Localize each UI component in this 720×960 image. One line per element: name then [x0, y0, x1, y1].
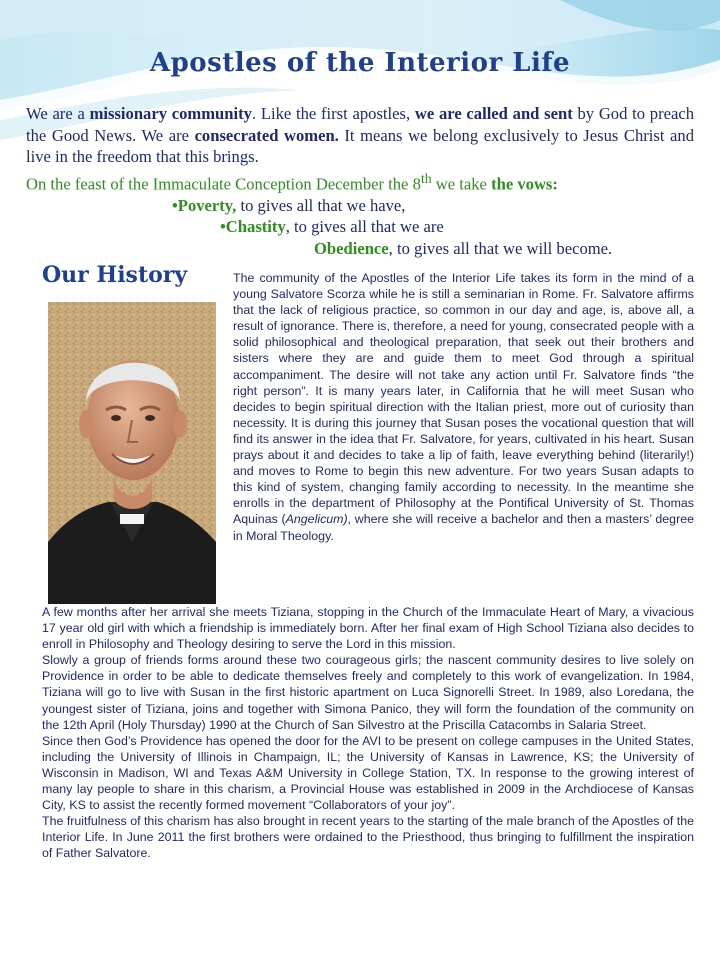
intro-text: . Like the first apostles,: [251, 104, 415, 123]
history-paragraph: A few months after her arrival she meets Tiziana, stopping in the Church of the Immaculate Heart of Mary, a vivacious 17 year old girl with which a friendship is immediately born. After her final exam of High School Tiziana also decides to enroll in Philosophy and Theology desiring to serve the Lord in this mission.: [42, 605, 694, 652]
history-text: , where she will receive a bachelor and then a masters’ degree in Moral Theology.: [233, 512, 694, 543]
history-paragraph: [233, 270, 694, 544]
intro-text: by God to preach the Good News. We are: [26, 104, 695, 145]
history-text: The community of the Apostles of the Interior Life takes its form in the mind of a young Salvatore Scorza while he is still a seminarian in Rome. Fr. Salvatore affirms that the lack of religious practice, so common in our day and age, is, above all, a result of ignorance. There is, therefore, a need for young, consecrated people with a solid philosophical and theological preparation, that seek out their brothers and sisters where they are and guide them to meet God through a spiritual accompaniment. The desire will not take any action until Fr. Salvatore finds “the right person”. It is many years later, in California that he will meet Susan who decides to begin spiritual direction with the Italian priest, more out of curiosity than necessity. It is during this journey that Susan poses the vocational question that will find its answer in the idea that Fr. Salvatore, for years, cultivated in his heart. Susan prays about it and decides to take a lip of faith, leave everything behind (literarily!) and moves to Rome to begin this new adventure. For two years Susan adapts to this kind of system, changing family according to necessity. In the meantime she enrolls in the department of Philosophy at the Pontifical University of St. Thomas Aquinas (: [233, 271, 694, 527]
vow-text: , to gives all that we are: [285, 217, 444, 237]
intro-section: [26, 103, 694, 259]
intro-text: We are a: [26, 104, 90, 123]
history-paragraph: The fruitfulness of this charism has also brought in recent years to the starting of the male branch of the Apostles of the Interior Life. In June 2011 the first brothers were ordained to the Priesthood, thus bringing to fulfillment the inspiration of Father Salvatore.: [42, 814, 694, 861]
intro-bold: consecrated women.: [194, 125, 339, 145]
intro-text: It means we belong exclusively to Jesus Christ and live in the freedom that this brings.: [26, 125, 695, 166]
founder-photo: [48, 302, 216, 604]
history-paragraph: Since then God’s Providence has opened the door for the AVI to be present on college campuses in the United States, including the University of Illinois in Champaign, IL; the University of Kansas in Lawrence, KS; the University of Wisconsin in Madison, WI and Texas A&M University in College Station, TX. In response to the growing interest of many lay people to share in this charism, a Provincial House was established in 2009 in the Archdiocese of Kansas City, KS to assist the recently formed movement “Collaborators of your joy”.: [42, 733, 694, 813]
vow-label: •Poverty,: [172, 195, 237, 215]
vow-label: Obedience: [314, 238, 389, 258]
vow-poverty: [26, 195, 694, 217]
history-paragraph: Slowly a group of friends forms around these two courageous girls; the nascent community desires to live solely on Providence in order to be able to dedicate themselves freely and completely to this work of evangelization. In 1984, Tiziana will go to live with Susan in the first historic apartment on Luca Signorelli Street. In 1989, also Loredana, the youngest sister of Tiziana, joins and together with Simona Panico, they will form the foundation of the community on the 12th April (Holy Thursday) 1990 at the Church of San Silvestro at the Priscilla Catacombs in Salaria Street.: [42, 653, 694, 732]
history-heading: Our History: [42, 262, 188, 288]
feast-text: we take: [431, 174, 492, 194]
feast-bold: the vows:: [491, 174, 558, 194]
history-full-text: [42, 604, 694, 862]
feast-superscript: th: [420, 170, 432, 186]
vow-text: , to gives all that we will become.: [388, 238, 613, 258]
vow-obedience: [26, 238, 694, 260]
feast-line: [26, 168, 694, 195]
vow-label: •Chastity: [220, 217, 286, 237]
history-column-text: [233, 270, 694, 544]
intro-bold: we are called and sent: [414, 104, 573, 123]
intro-paragraph: [26, 103, 694, 168]
intro-bold: missionary community: [89, 104, 252, 123]
vow-text: to gives all that we have,: [236, 195, 406, 215]
page-title: Apostles of the Interior Life: [149, 48, 571, 78]
vow-chastity: [26, 216, 694, 238]
feast-text: On the feast of the Immaculate Conception December the 8: [26, 174, 421, 194]
history-italic: Angelicum): [285, 512, 348, 527]
